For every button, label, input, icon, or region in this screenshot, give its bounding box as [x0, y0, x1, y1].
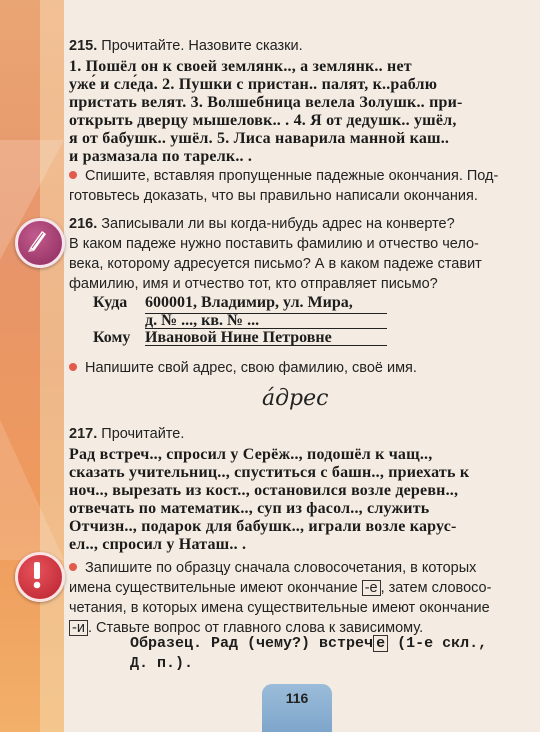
ending-box: е: [373, 635, 388, 652]
address-komu-label: Кому: [93, 329, 131, 346]
assignment-line: , затем словосо-: [380, 580, 492, 596]
exercise-217-assignment: [69, 558, 519, 638]
exercise-task: Прочитайте.: [101, 426, 185, 442]
address-underline: [145, 345, 387, 346]
exercise-217-header: [69, 424, 519, 444]
text-line: пристать велят. 3. Волшебница велела Золушк.. при-: [69, 94, 463, 111]
exercise-number: 217.: [69, 426, 98, 442]
text-line: и размазала по тарелк.. .: [69, 148, 253, 165]
address-kuda-line2: д. № ..., кв. № ...: [145, 312, 260, 329]
address-kuda-label: Куда: [93, 294, 128, 311]
text-line: ноч.., вырезать из кост.., остановился возле деревн..,: [69, 482, 459, 499]
vocabulary-word: а́дрес: [262, 386, 329, 411]
address-kuda-line1: 600001, Владимир, ул. Мира,: [145, 294, 353, 311]
margin-decoration: [0, 420, 64, 560]
assignment-line: четания, в которых имена существительные имеют окончание: [69, 600, 490, 616]
page-number: 116: [285, 690, 309, 706]
exercise-217-text: [69, 446, 519, 554]
text-line: я от бабушк.. ушёл. 5. Лиса наварила манной каш..: [69, 130, 450, 147]
exercise-216-assignment: [69, 358, 519, 378]
text-line: уже́ и сле́да. 2. Пушки с пристан.. палят, к..раблю: [69, 76, 438, 93]
exercise-task: Прочитайте. Назовите сказки.: [101, 38, 303, 54]
text-line: ел.., спросил у Наташ.. .: [69, 536, 247, 553]
text-line: Записывали ли вы когда-нибудь адрес на конверте?: [101, 216, 455, 232]
pen-nib-icon: [15, 218, 65, 268]
assignment-line: Напишите свой адрес, свою фамилию, своё имя.: [85, 360, 417, 376]
exercise-215-assignment: [69, 166, 519, 206]
text-line: отвечать по математик.., суп из фасол.., служить: [69, 500, 430, 517]
assignment-line: готовьтесь доказать, что вы правильно написали окончания.: [69, 188, 478, 204]
text-line: сказать учительниц.., спуститься с башн.., приехать к: [69, 464, 470, 481]
sample: [130, 634, 520, 674]
ending-box: -и: [69, 620, 88, 636]
text-line: открыть дверцу мышеловк.. . 4. Я от дедушк.. ушёл,: [69, 112, 457, 129]
text-line: фамилию, имя и отчество тот, кто отправляет письмо?: [69, 276, 438, 292]
assignment-line: Запишите по образцу сначала словосочетания, в которых: [85, 560, 477, 576]
exclamation-icon: [15, 552, 65, 602]
assignment-line: Спишите, вставляя пропущенные падежные окончания. Под-: [85, 168, 499, 184]
exercise-215-text: [69, 58, 519, 166]
exercise-number: 215.: [69, 38, 98, 54]
sample-text: (1-е скл.,: [397, 635, 488, 652]
text-line: В каком падеже нужно поставить фамилию и отчество чело-: [69, 236, 479, 252]
exercise-number: 216.: [69, 216, 98, 232]
address-komu-line: Ивановой Нине Петровне: [145, 329, 332, 346]
assignment-line: . Ставьте вопрос от главного слова к зависимому.: [87, 620, 424, 636]
bullet-icon: [69, 563, 77, 571]
ending-box: -е: [362, 580, 381, 596]
margin-strip: [40, 0, 64, 732]
exercise-216-text: [69, 214, 519, 294]
text-line: века, которому адресуется письмо? А в каком падеже ставит: [69, 256, 482, 272]
exercise-215-header: [69, 36, 519, 56]
text-line: 1. Пошёл он к своей землянк.., а землянк.. нет: [69, 58, 412, 75]
assignment-line: имена существительные имеют окончание: [69, 580, 358, 596]
sample-label: Образец.: [130, 635, 203, 652]
text-line: Отчизн.., подарок для бабушк.., играли возле карус-: [69, 518, 457, 535]
bullet-icon: [69, 171, 77, 179]
page-number-tab: [262, 684, 332, 732]
sample-text: Д. п.).: [130, 655, 194, 672]
text-line: Рад встреч.., спросил у Серёж.., подошёл к чащ..,: [69, 446, 433, 463]
sample-text: Рад (чему?) встреч: [211, 635, 374, 652]
bullet-icon: [69, 363, 77, 371]
